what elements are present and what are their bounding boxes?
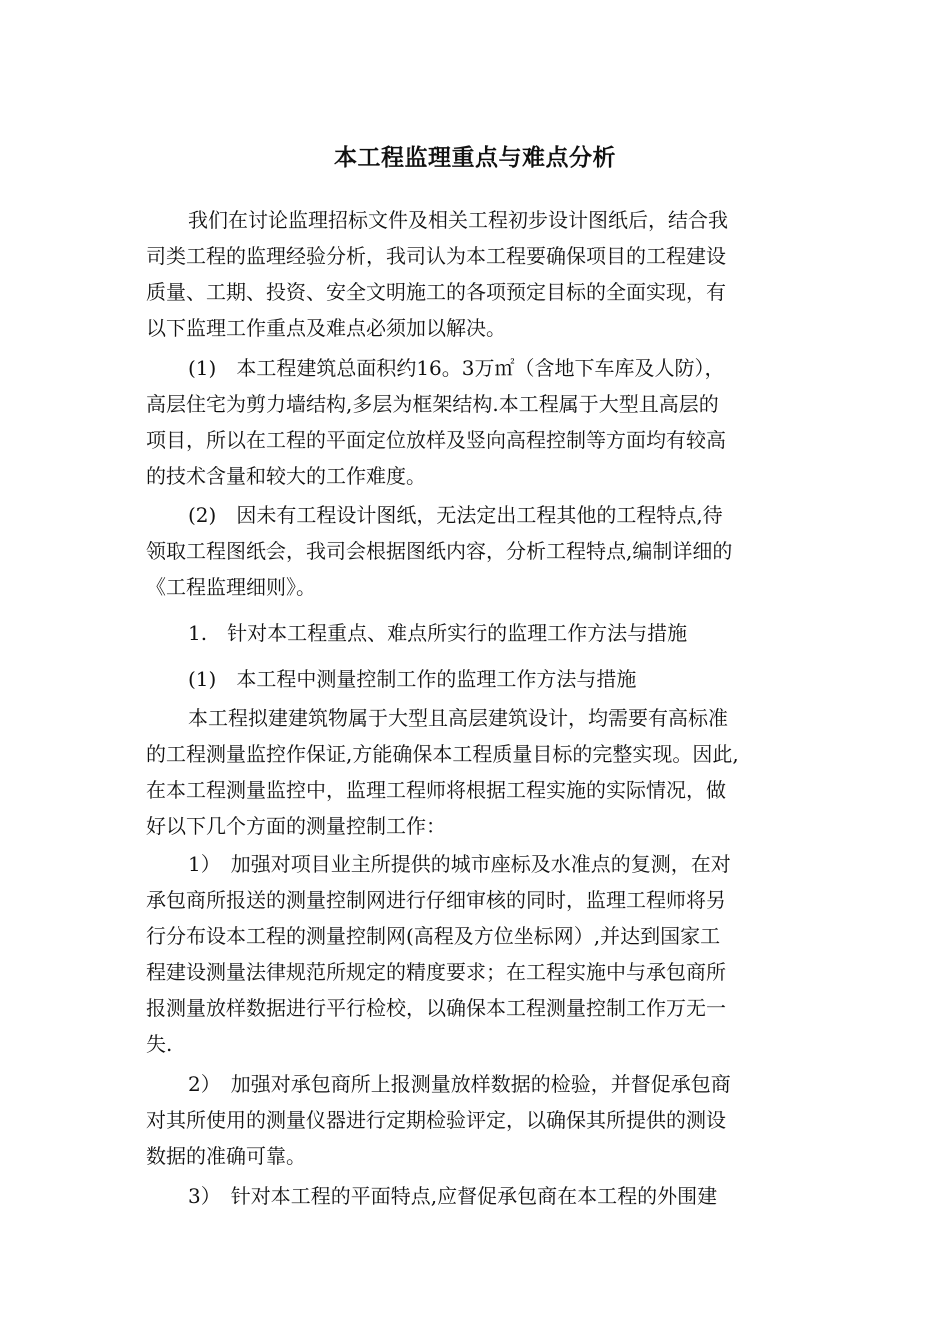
paragraph-line: 行分布设本工程的测量控制网(高程及方位坐标网）,并达到国家工 [146,924,721,948]
paragraph-line: 1） 加强对项目业主所提供的城市座标及水准点的复测，在对 [188,852,731,876]
paragraph-line: 高层住宅为剪力墙结构,多层为框架结构.本工程属于大型且高层的 [146,392,719,416]
paragraph-line: 以下监理工作重点及难点必须加以解决。 [146,316,506,340]
paragraph-line: 数据的准确可靠。 [146,1144,306,1168]
document-title: 本工程监理重点与难点分析 [334,145,616,171]
paragraph-line: 好以下几个方面的测量控制工作： [146,814,446,838]
paragraph-line: 我们在讨论监理招标文件及相关工程初步设计图纸后，结合我 [188,208,728,232]
paragraph-line: 司类工程的监理经验分析，我司认为本工程要确保项目的工程建设 [146,244,726,268]
subsection-heading: (1) 本工程中测量控制工作的监理工作方法与措施 [188,667,637,691]
paragraph-line: 失. [146,1032,173,1056]
paragraph-line: 项目，所以在工程的平面定位放样及竖向高程控制等方面均有较高 [146,428,726,452]
paragraph-line: 对其所使用的测量仪器进行定期检验评定，以确保其所提供的测设 [146,1108,726,1132]
paragraph-line: 在本工程测量监控中，监理工程师将根据工程实施的实际情况，做 [146,778,726,802]
section-heading: 1. 针对本工程重点、难点所实行的监理工作方法与措施 [188,621,688,645]
paragraph-line: 本工程拟建建筑物属于大型且高层建筑设计，均需要有高标准 [188,706,728,730]
paragraph-line: 质量、工期、投资、安全文明施工的各项预定目标的全面实现，有 [146,280,726,304]
paragraph-line: 程建设测量法律规范所规定的精度要求；在工程实施中与承包商所 [146,960,726,984]
paragraph-line: 2） 加强对承包商所上报测量放样数据的检验，并督促承包商 [188,1072,731,1096]
paragraph-line: 领取工程图纸会，我司会根据图纸内容，分析工程特点,编制详细的 [146,539,733,563]
paragraph-line: 承包商所报送的测量控制网进行仔细审核的同时，监理工程师将另 [146,888,726,912]
paragraph-line: (2) 因未有工程设计图纸，无法定出工程其他的工程特点,待 [188,503,723,527]
paragraph-line: 《工程监理细则》。 [146,575,316,599]
paragraph-line: 报测量放样数据进行平行检校，以确保本工程测量控制工作万无一 [146,996,726,1020]
paragraph-line: 的工程测量监控作保证,方能确保本工程质量目标的完整实现。因此, [146,742,739,766]
paragraph-line: 3） 针对本工程的平面特点,应督促承包商在本工程的外围建 [188,1184,718,1208]
paragraph-line: 的技术含量和较大的工作难度。 [146,464,426,488]
paragraph-line: (1) 本工程建筑总面积约16。3万㎡（含地下车库及人防）， [188,356,725,380]
